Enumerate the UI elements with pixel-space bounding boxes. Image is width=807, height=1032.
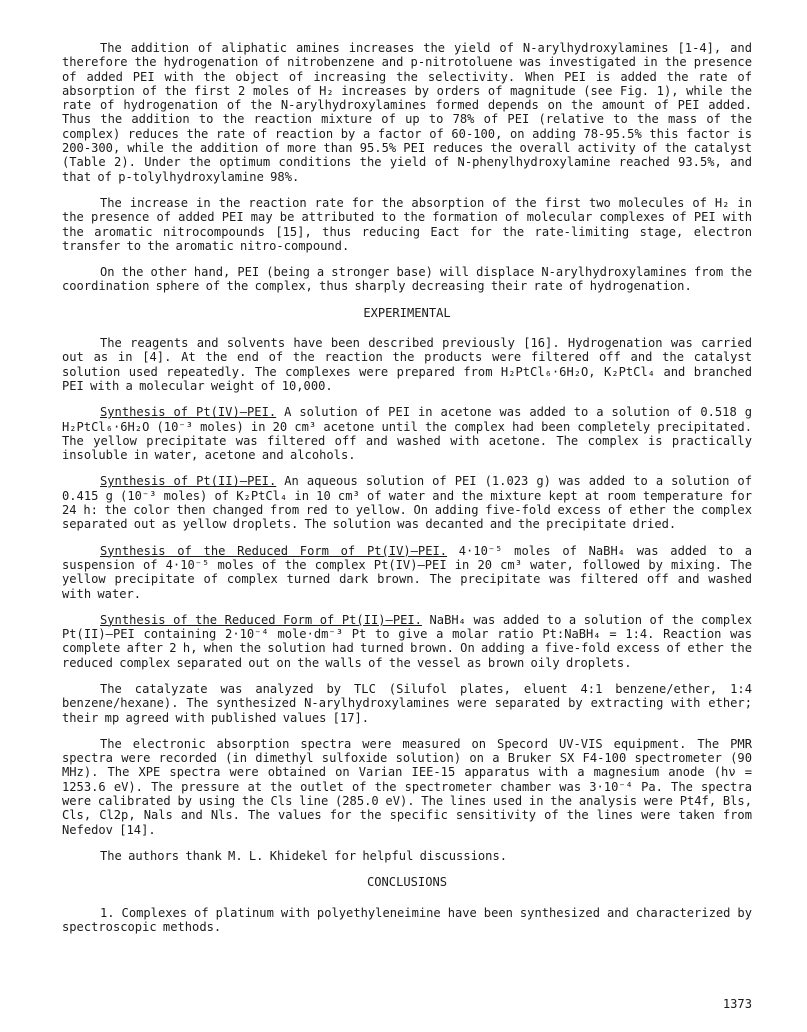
paragraph-synthesis-pt-iv bbox=[62, 405, 752, 462]
document-body bbox=[62, 41, 752, 946]
synthesis-text-reduced-pt-ii: NaBH₄ was added to a solution of the complex Pt(II)–PEI containing 2·10⁻⁴ mole·dm⁻³ Pt to give a molar ratio Pt:NaBH₄ = 1:4. Reaction was complete after 2 h, when the solution had turned brown. On adding a five-fold excess of ether the reduced complex separated out on the walls of the vessel as brown oily droplets. bbox=[62, 612, 752, 670]
synthesis-text-pt-ii: An aqueous solution of PEI (1.023 g) was added to a solution of 0.415 g (10⁻³ moles) of K₂PtCl₄ in 10 cm³ of water and the mixture kept at room temperature for 24 h: the color then changed from red to yellow. On adding five-fold excess of ether the complex separated out as yellow droplets. The solution was decanted and the precipitate dried. bbox=[62, 474, 752, 532]
conclusion-item-1: 1. Complexes of platinum with polyethyleneimine have been synthesized and characterized by spectroscopic methods. bbox=[62, 905, 752, 934]
paragraph-analysis: The catalyzate was analyzed by TLC (Silufol plates, eluent 4:1 benzene/ether, 1:4 benzene/hexane). The synthesized N-arylhydroxylamines were separated by extracting with ether; their mp agreed with published values [17]. bbox=[62, 681, 752, 725]
paragraph-synthesis-reduced-pt-ii bbox=[62, 613, 752, 670]
synthesis-title-reduced-pt-iv: Synthesis of the Reduced Form of Pt(IV)–PEI. bbox=[100, 543, 448, 558]
page-number: 1373 bbox=[722, 997, 752, 1011]
paragraph-spectra: The electronic absorption spectra were measured on Specord UV-VIS equipment. The PMR spectra were recorded (in dimethyl sulfoxide solution) on a Bruker SX F4-100 spectrometer (90 MHz). The XPE spectra were obtained on Varian IEE-15 apparatus with a magnesium anode (hν = 1253.6 eV). The pressure at the outlet of the spectrometer chamber was 3·10⁻⁴ Pa. The spectra were calibrated by using the Cls line (285.0 eV). The lines used in the analysis were Pt4f, Bls, Cls, Cl2p, Nals and Nls. The values for the specific sensitivity of the lines were taken from Nefedov [14]. bbox=[62, 736, 752, 837]
synthesis-text-reduced-pt-iv: 4·10⁻⁵ moles of NaBH₄ was added to a suspension of 4·10⁻⁵ moles of the complex Pt(IV)–PEI in 20 cm³ water, followed by mixing. The yellow precipitate of complex turned dark brown. The precipitate was filtered off and washed with water. bbox=[62, 543, 752, 601]
synthesis-title-reduced-pt-ii: Synthesis of the Reduced Form of Pt(II)–PEI. bbox=[100, 612, 422, 627]
section-heading-experimental: EXPERIMENTAL bbox=[363, 305, 451, 320]
synthesis-title-pt-ii: Synthesis of Pt(II)–PEI. bbox=[100, 474, 277, 489]
paragraph-reaction-rate: The increase in the reaction rate for the absorption of the first two molecules of H₂ in the presence of added PEI may be attributed to the formation of molecular complexes of PEI with the aromatic nitrocompounds [15], thus reducing Eact for the rate-limiting stage, electron transfer to the aromatic nitro-compound. bbox=[62, 195, 752, 253]
synthesis-title-pt-iv: Synthesis of Pt(IV)–PEI. bbox=[100, 405, 277, 420]
paragraph-synthesis-pt-ii bbox=[62, 474, 752, 531]
paragraph-acknowledgement: The authors thank M. L. Khidekel for helpful discussions. bbox=[100, 848, 508, 863]
paragraph-reagents: The reagents and solvents have been described previously [16]. Hydrogenation was carried out as in [4]. At the end of the reaction the products were filtered off and the catalyst solution used repeatedly. The complexes were prepared from H₂PtCl₆·6H₂O, K₂PtCl₄ and branched PEI with a molecular weight of 10,000. bbox=[62, 336, 752, 393]
section-heading-conclusions: CONCLUSIONS bbox=[366, 875, 448, 890]
paragraph-aliphatic-amines: The addition of aliphatic amines increases the yield of N-arylhydroxylamines [1-4], and therefore the hydrogenation of nitrobenzene and p-nitrotoluene was investigated in the presence of added PEI with the object of increasing the selectivity. When PEI is added the rate of absorption of the first 2 moles of H₂ increases by orders of magnitude (see Fig. 1), while the rate of hydrogenation of the N-arylhydroxylamines formed depends on the amount of PEI added. Thus the addition to the reaction mixture of up to 78% of PEI (relative to the mass of the complex) reduces the rate of reaction by a factor of 60-100, on adding 78-95.5% this factor is 200-300, while the addition of more than 95.5% PEI reduces the overall activity of the catalyst (Table 2). Under the optimum conditions the yield of N-phenylhydroxylamine reached 93.5%, and that of p-tolylhydroxylamine 98%. bbox=[62, 41, 752, 184]
synthesis-text-pt-iv: A solution of PEI in acetone was added to a solution of 0.518 g H₂PtCl₆·6H₂O (10⁻³ moles) in 20 cm³ acetone until the complex had been completely precipitated. The yellow precipitate was filtered off and washed with acetone. The complex is practically insoluble in water, acetone and alcohols. bbox=[62, 405, 752, 463]
paragraph-pei-displacement: On the other hand, PEI (being a stronger base) will displace N-arylhydroxylamines from the coordination sphere of the complex, thus sharply decreasing their rate of hydrogenation. bbox=[62, 265, 752, 294]
paragraph-synthesis-reduced-pt-iv bbox=[62, 544, 752, 601]
